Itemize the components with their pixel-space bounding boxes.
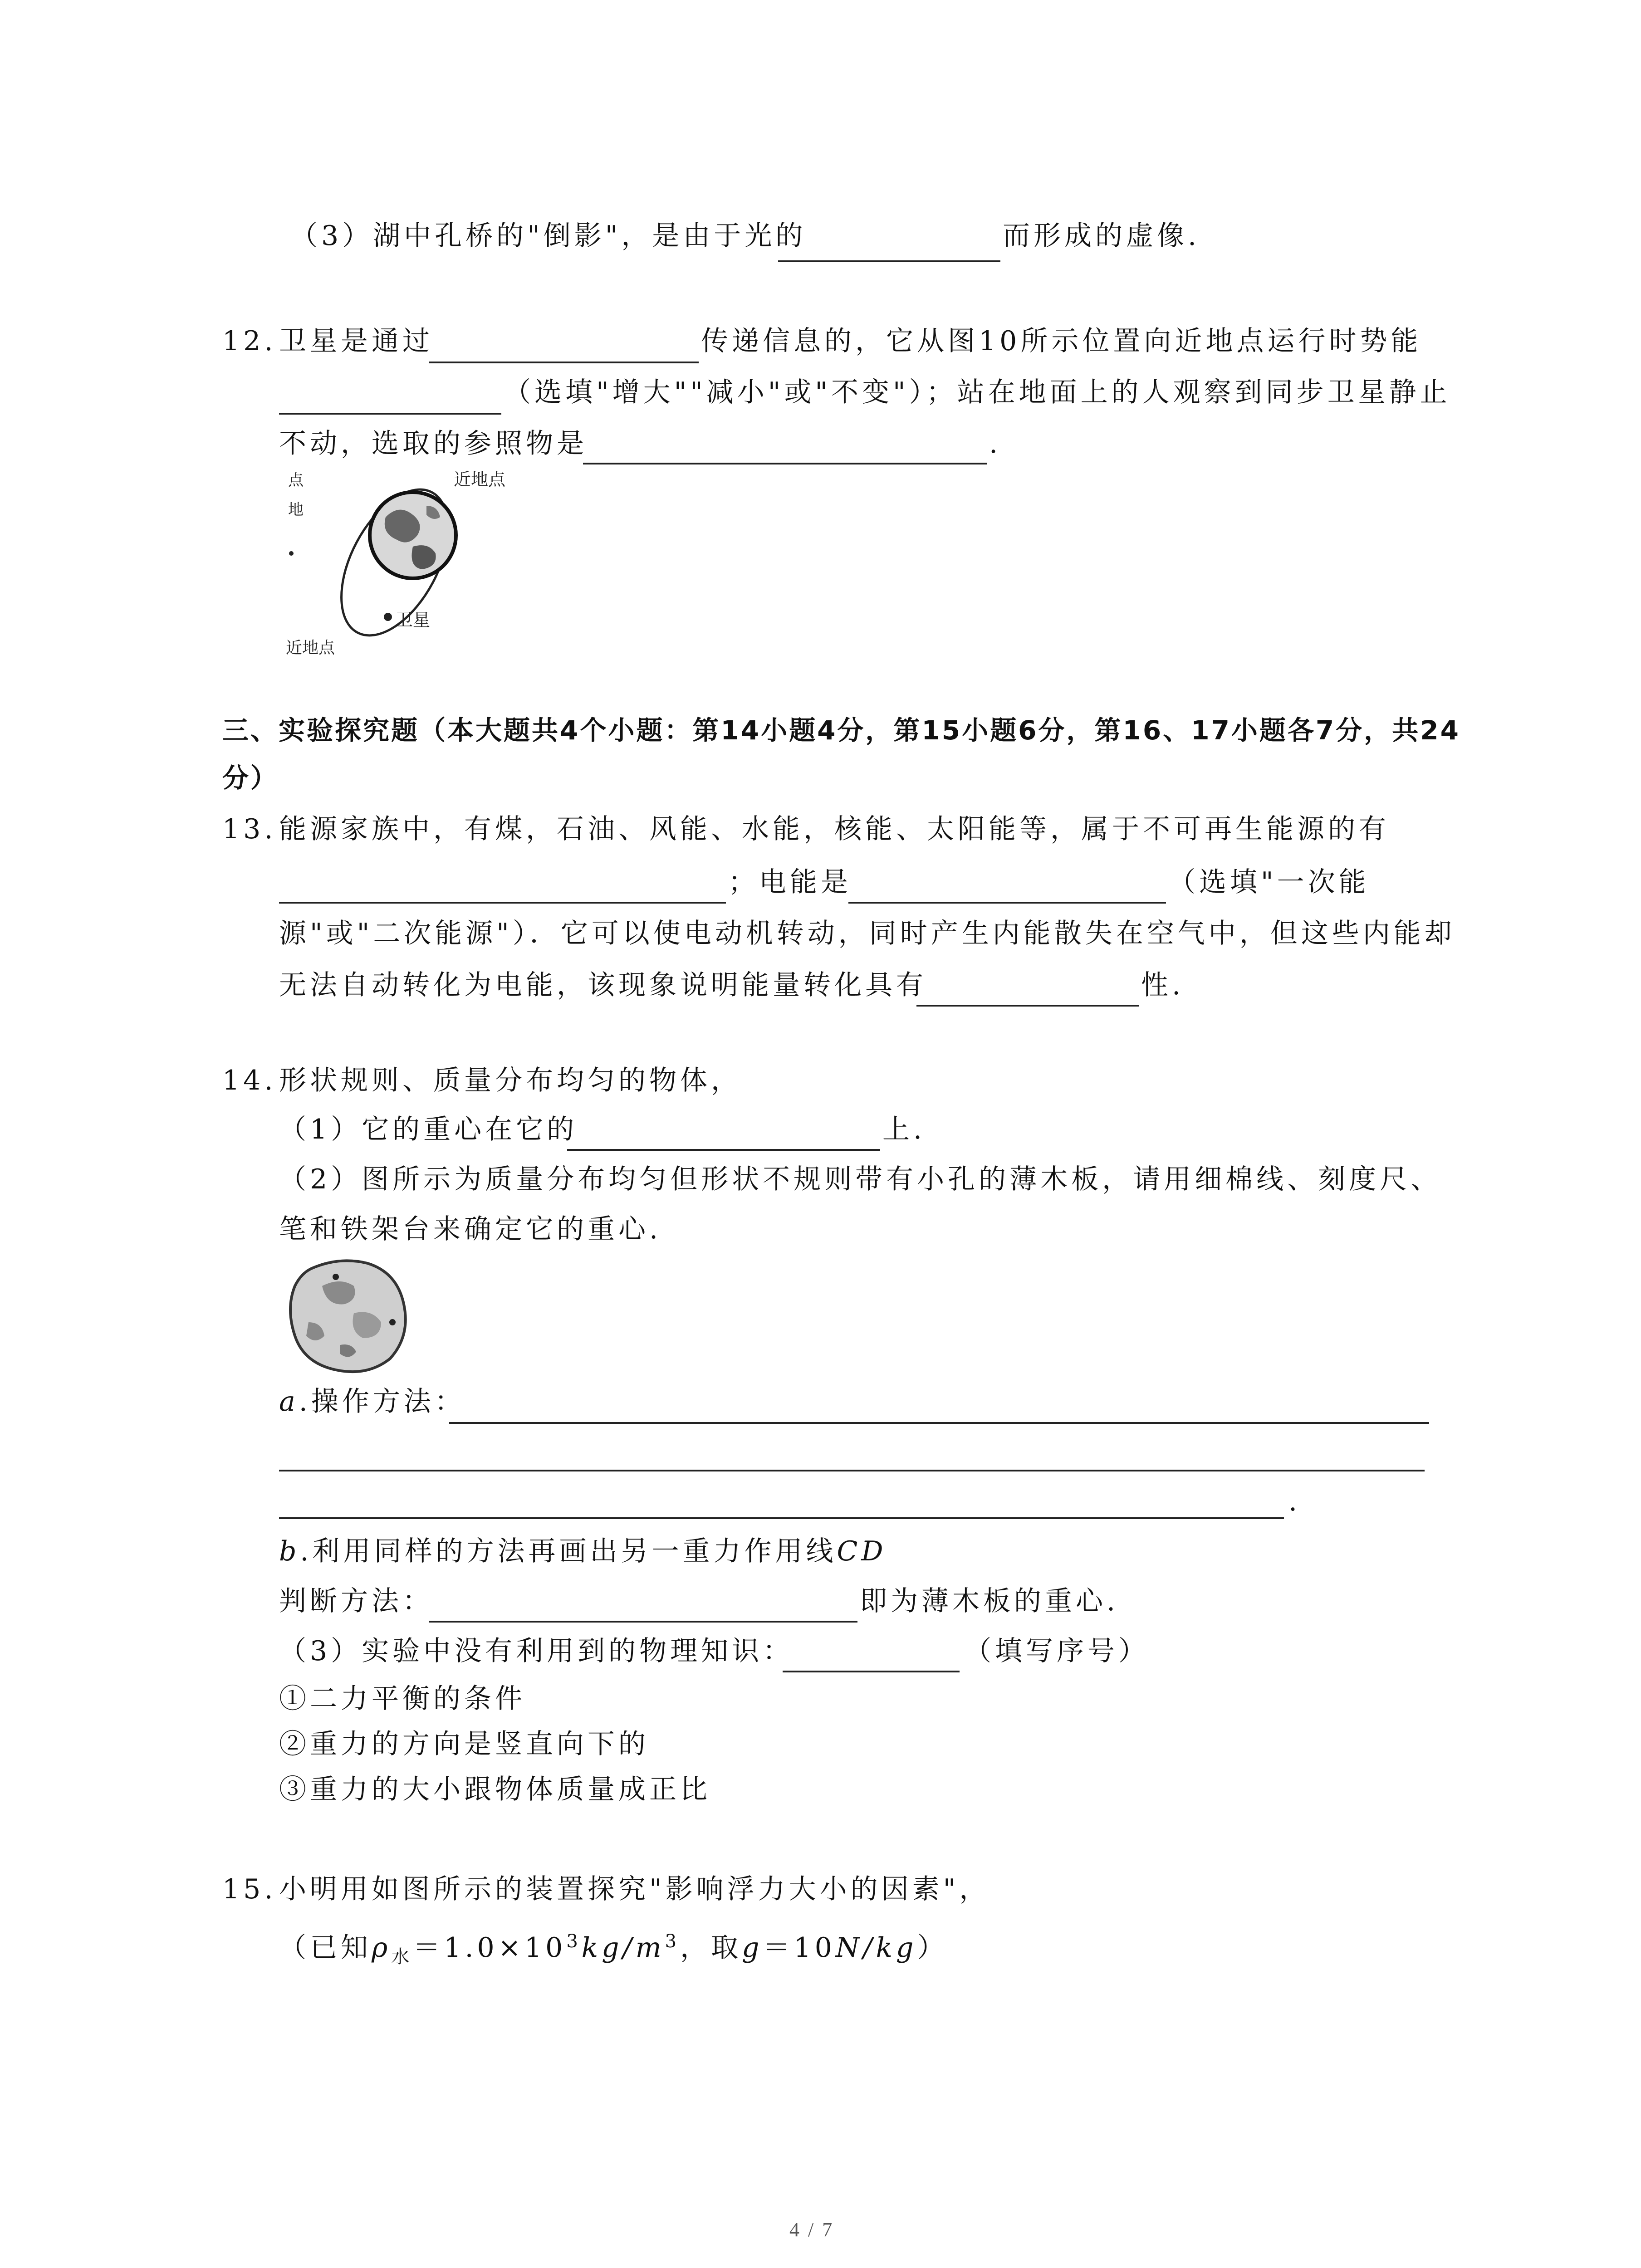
q12-line1-b: 传递信息的，它从图10所示位置向近地点运行时势能 [701, 325, 1422, 357]
q14-part3-b: （填写序号） [964, 1635, 1149, 1667]
section3-heading-line1: 三、实验探究题（本大题共4个小题：第14小题4分，第15小题6分，第16、17小题各7分，共24 [222, 715, 1460, 746]
q14-option-2: ②重力的方向是竖直向下的 [279, 1728, 649, 1760]
earth-icon [370, 492, 456, 578]
q14-part3-a: （3）实验中没有利用到的物理知识： [279, 1635, 794, 1667]
q11-part3-blank[interactable] [778, 260, 1000, 262]
q12-line2: （选填"增大""减小"或"不变"）；站在地面上的人观察到同步卫星静止 [504, 376, 1451, 408]
label-near-point-bottom: 近地点 [286, 639, 335, 657]
q15-number: 15. [222, 1873, 277, 1905]
hole-icon-1 [333, 1274, 339, 1280]
q12-blank-1[interactable] [429, 362, 699, 363]
q14-judge-blank[interactable] [429, 1621, 857, 1623]
q14-a-blank-line3[interactable] [279, 1517, 1284, 1519]
q13-line2-b: （选填"一次能 [1168, 866, 1370, 898]
q13-line2-a: ；电能是 [728, 866, 852, 898]
q14-part2-line1: （2）图所示为质量分布均匀但形状不规则带有小孔的薄木板，请用细棉线、刻度尺、 [279, 1163, 1442, 1195]
label-near-point-top: 近地点 [454, 469, 506, 489]
q14-number: 14. [222, 1065, 277, 1096]
irregular-board-figure [281, 1254, 417, 1381]
q12-number: 12. [222, 325, 277, 357]
page-number: 4 / 7 [789, 2219, 834, 2241]
q14-b-line: b.利用同样的方法再画出另一重力作用线CD [279, 1535, 887, 1567]
q15-given: （已知$\rho_水=1.0\times 10^3kg/m^3$，取g＝10N/kg） [279, 1931, 948, 1967]
q12-line3-b: . [989, 428, 1002, 459]
q14-line1: 形状规则、质量分布均匀的物体， [279, 1065, 742, 1096]
q14-judge-a: 判断方法： [279, 1585, 433, 1617]
hole-icon-2 [389, 1319, 396, 1325]
q14-a-blank-line2[interactable] [279, 1470, 1425, 1471]
label-left-1: 点 [288, 471, 304, 489]
q13-line1: 能源家族中，有煤，石油、风能、水能，核能、太阳能等，属于不可再生能源的有 [279, 813, 1390, 845]
label-satellite: 卫星 [396, 610, 431, 630]
q12-blank-3[interactable] [583, 463, 987, 464]
q14-option-3: ③重力的大小跟物体质量成正比 [279, 1774, 711, 1805]
q13-line4-a: 无法自动转化为电能，该现象说明能量转化具有 [279, 969, 927, 1001]
q14-option-1: ①二力平衡的条件 [279, 1683, 526, 1715]
q14-a-label: a.操作方法： [279, 1386, 465, 1418]
q14-part1-b: 上. [882, 1114, 926, 1145]
satellite-icon [384, 613, 392, 621]
q13-line4-b: 性. [1141, 969, 1185, 1001]
q14-part1-a: （1）它的重心在它的 [279, 1114, 578, 1145]
board-icon [290, 1261, 406, 1372]
q14-blank-1[interactable] [567, 1149, 880, 1151]
q13-blank-1[interactable] [279, 902, 726, 904]
label-left-2: 地 [288, 501, 304, 519]
q13-blank-3[interactable] [916, 1005, 1139, 1007]
q14-a-end: . [1288, 1486, 1301, 1517]
q12-line3-a: 不动，选取的参照物是 [279, 428, 588, 459]
q12-line1-a: 卫星是通过 [279, 325, 433, 357]
q13-line3: 源"或"二次能源"）．它可以使电动机转动，同时产生内能散失在空气中，但这些内能却 [279, 918, 1455, 949]
q13-blank-2[interactable] [848, 902, 1166, 904]
q13-number: 13. [222, 813, 277, 845]
q14-part3-blank[interactable] [783, 1671, 960, 1672]
q12-blank-2[interactable] [279, 413, 501, 415]
satellite-orbit-figure [277, 467, 531, 662]
q14-judge-b: 即为薄木板的重心. [860, 1585, 1119, 1617]
q14-a-blank-line1[interactable] [449, 1422, 1429, 1424]
q11-part3-suffix: 而形成的虚像. [1003, 220, 1200, 252]
q11-part3-prefix: （3）湖中孔桥的"倒影"，是由于光的 [290, 220, 807, 252]
q15-line1: 小明用如图所示的装置探究"影响浮力大小的因素"， [279, 1873, 990, 1905]
q14-part2-line2: 笔和铁架台来确定它的重心. [279, 1213, 662, 1245]
section3-heading-line2: 分） [222, 763, 279, 793]
